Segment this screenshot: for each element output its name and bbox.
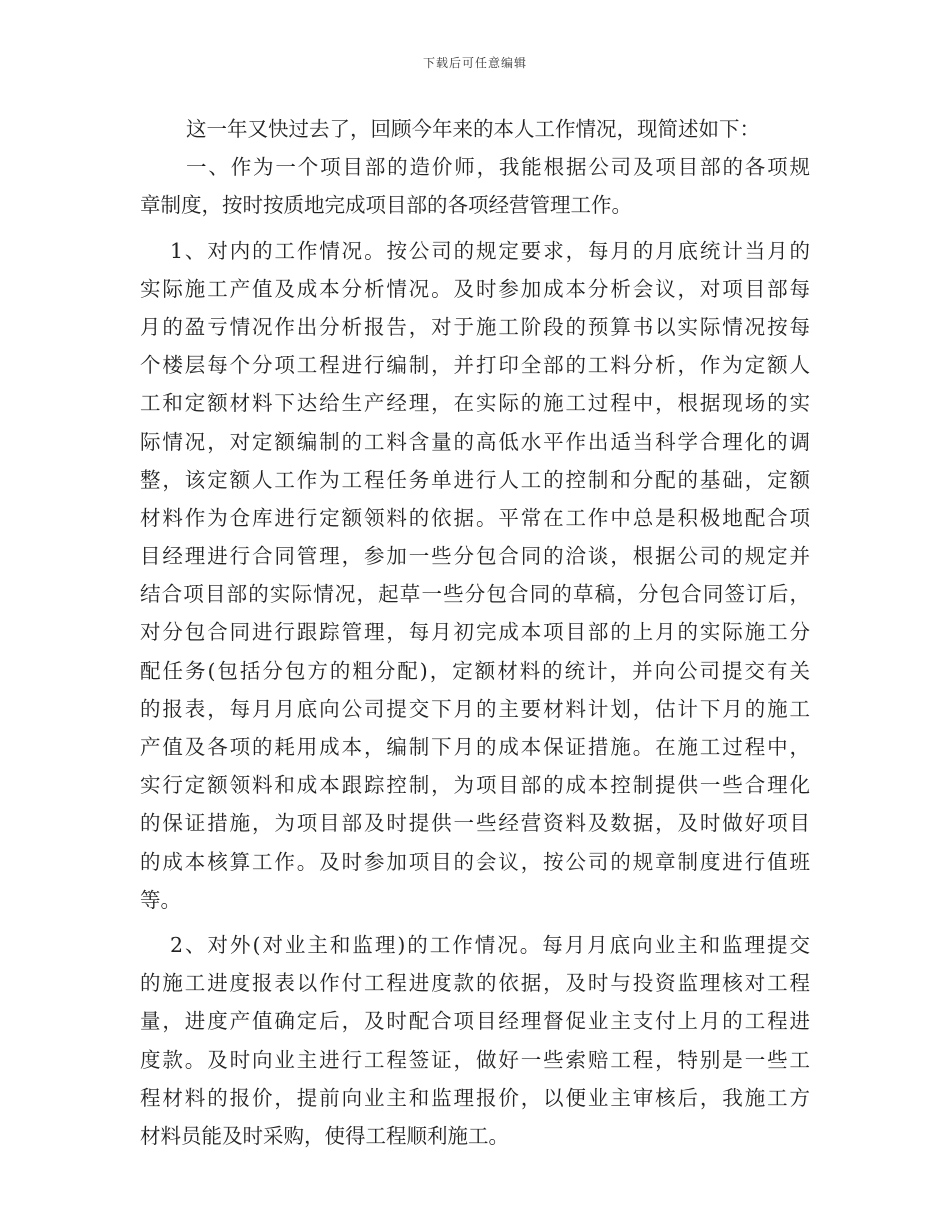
text-line: 材料员能及时采购，使得工程顺利施工。 — [140, 1123, 509, 1148]
text-line: 个楼层每个分项工程进行编制，并打印全部的工料分析，作为定额人 — [140, 353, 810, 378]
text-line: 量，进度产值确定后，及时配合项目经理督促业主支付上月的工程进 — [140, 1009, 810, 1034]
text-line: 等。 — [140, 887, 181, 912]
paragraph-gap — [140, 919, 810, 926]
text-line: 实行定额领料和成本跟踪控制，为项目部的成本控制提供一些合理化 — [140, 773, 810, 798]
text-line: 目经理进行合同管理，参加一些分包合同的洽谈，根据公司的规定并 — [140, 544, 810, 569]
text-line: 月的盈亏情况作出分析报告，对于施工阶段的预算书以实际情况按每 — [140, 314, 810, 339]
text-line: 1、对内的工作情况。按公司的规定要求，每月的月底统计当月的 — [170, 238, 810, 263]
paragraph — [140, 232, 810, 919]
text-line: 的报表，每月月底向公司提交下月的主要材料计划，估计下月的施工 — [140, 696, 810, 721]
text-line: 材料作为仓库进行定额领料的依据。平常在工作中总是积极地配合项 — [140, 505, 810, 530]
text-line: 程材料的报价，提前向业主和监理报价，以便业主审核后，我施工方 — [140, 1085, 810, 1110]
paragraph — [140, 148, 810, 224]
text-line: 这一年又快过去了，回顾今年来的本人工作情况，现简述如下： — [186, 117, 760, 141]
paragraph — [140, 926, 810, 1155]
text-line: 工和定额材料下达给生产经理，在实际的施工过程中，根据现场的实 — [140, 391, 810, 416]
text-line: 章制度，按时按质地完成项目部的各项经营管理工作。 — [140, 193, 632, 218]
text-line: 产值及各项的耗用成本，编制下月的成本保证措施。在施工过程中， — [140, 735, 810, 759]
text-line: 配任务(包括分包方的粗分配)，定额材料的统计，并向公司提交有关 — [140, 658, 810, 683]
paragraph — [140, 110, 810, 148]
text-line: 的保证措施，为项目部及时提供一些经营资料及数据，及时做好项目 — [140, 811, 810, 836]
text-line: 际情况，对定额编制的工料含量的高低水平作出适当科学合理化的调 — [140, 429, 810, 454]
page-header: 下载后可任意编辑 — [422, 56, 527, 70]
text-line: 对分包合同进行跟踪管理，每月初完成本项目部的上月的实际施工分 — [140, 620, 810, 645]
text-line: 整，该定额人工作为工程任务单进行人工的控制和分配的基础，定额 — [140, 467, 810, 492]
text-line: 结合项目部的实际情况，起草一些分包合同的草稿，分包合同签订后， — [140, 582, 810, 607]
text-line: 的成本核算工作。及时参加项目的会议，按公司的规章制度进行值班 — [140, 849, 810, 874]
text-line: 实际施工产值及成本分析情况。及时参加成本分析会议，对项目部每 — [140, 276, 810, 301]
text-line: 一、作为一个项目部的造价师，我能根据公司及项目部的各项规 — [186, 155, 810, 180]
paragraph-gap — [140, 225, 810, 232]
text-line: 2、对外(对业主和监理)的工作情况。每月月底向业主和监理提交 — [170, 932, 810, 957]
document-body — [140, 110, 810, 1155]
text-line: 的施工进度报表以作付工程进度款的依据，及时与投资监理核对工程 — [140, 971, 810, 996]
text-line: 度款。及时向业主进行工程签证，做好一些索赔工程，特别是一些工 — [140, 1047, 810, 1072]
